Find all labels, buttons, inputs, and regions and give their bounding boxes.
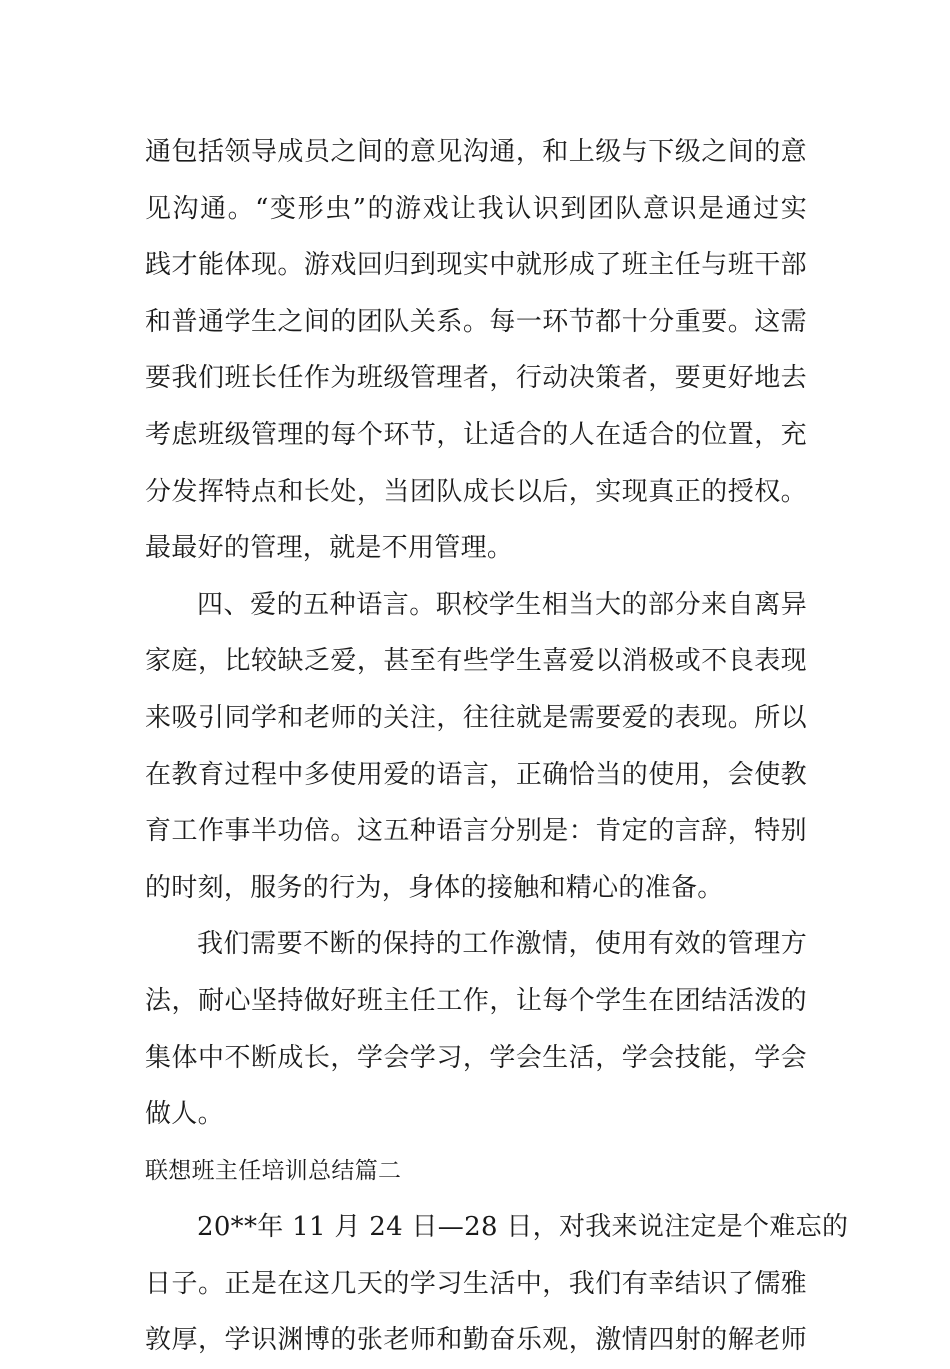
paragraph-five-love-languages	[145, 577, 807, 917]
text-line: 20**年 11 月 24 日—28 日，对我来说注定是个难忘的	[197, 1212, 849, 1243]
text-line: 我们需要不断的保持的工作激情，使用有效的管理方	[197, 929, 807, 960]
text-line: 集体中不断成长，学会学习，学会生活，学会技能，学会	[145, 1042, 807, 1073]
text-line: 育工作事半功倍。这五种语言分别是：肯定的言辞，特别	[145, 816, 807, 847]
text-line: 日子。正是在这几天的学习生活中，我们有幸结识了儒雅	[145, 1268, 807, 1299]
text-line: 家庭，比较缺乏爱，甚至有些学生喜爱以消极或不良表现	[145, 646, 807, 677]
text-line: 考虑班级管理的每个环节，让适合的人在适合的位置，充	[145, 419, 807, 450]
text-line: 敦厚，学识渊博的张老师和勤奋乐观，激情四射的解老师	[145, 1325, 807, 1356]
paragraph-team-communication	[145, 124, 807, 577]
text-line: 来吸引同学和老师的关注，往往就是需要爱的表现。所以	[145, 702, 807, 733]
text-line: 见沟通。“变形虫”的游戏让我认识到团队意识是通过实	[145, 193, 807, 224]
text-line: 最最好的管理，就是不用管理。	[145, 533, 514, 564]
text-line: 四、爱的五种语言。职校学生相当大的部分来自离异	[197, 589, 807, 620]
text-line: 和普通学生之间的团队关系。每一环节都十分重要。这需	[145, 306, 807, 337]
text-line: 通包括领导成员之间的意见沟通，和上级与下级之间的意	[145, 137, 807, 167]
text-line: 做人。	[145, 1099, 224, 1130]
text-line: 的时刻，服务的行为，身体的接触和精心的准备。	[145, 872, 724, 903]
text-line: 践才能体现。游戏回归到现实中就形成了班主任与班干部	[145, 250, 807, 281]
text-line: 在教育过程中多使用爱的语言，正确恰当的使用，会使教	[145, 759, 807, 790]
section-title: 联想班主任培训总结篇二	[145, 1157, 402, 1184]
text-line: 要我们班长任作为班级管理者，行动决策者，要更好地去	[145, 363, 807, 394]
document-body	[145, 124, 849, 1369]
text-line: 分发挥特点和长处，当团队成长以后，实现真正的授权。	[145, 476, 807, 507]
paragraph-conclusion	[145, 916, 807, 1142]
text-line: 法，耐心坚持做好班主任工作，让每个学生在团结活泼的	[145, 985, 807, 1016]
